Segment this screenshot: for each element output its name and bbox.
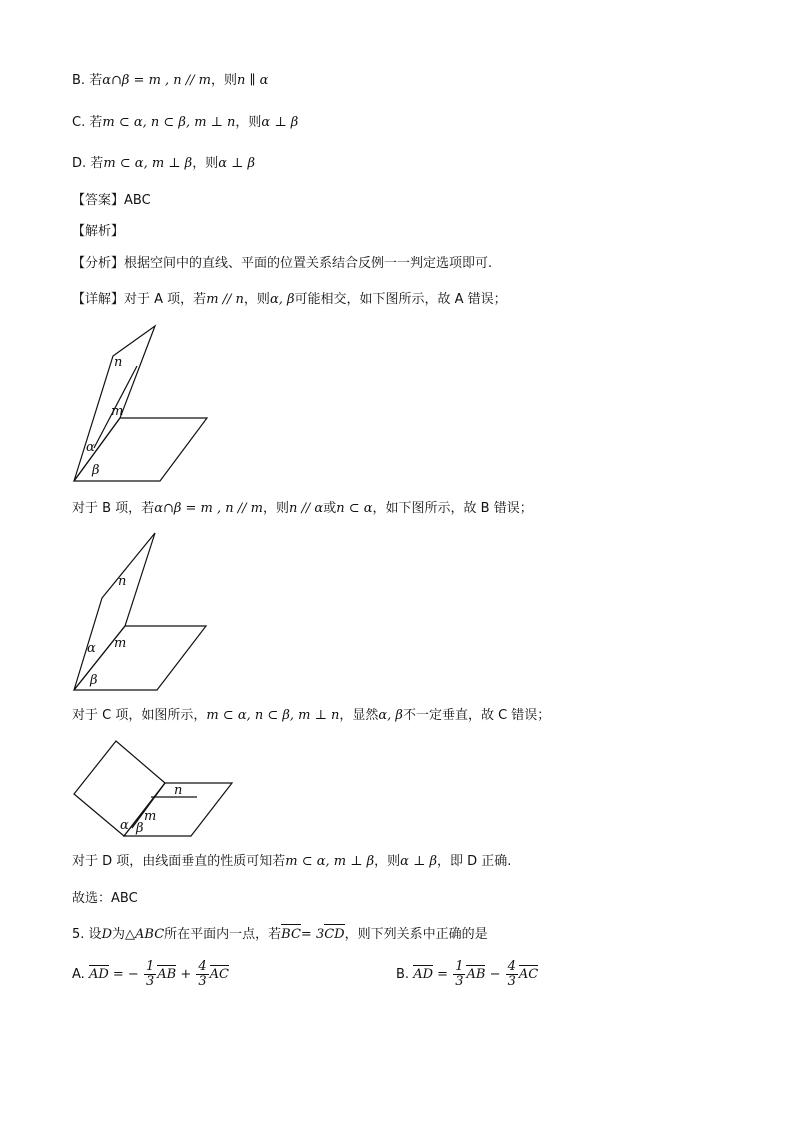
vector-ab: AB — [157, 967, 177, 982]
detail-d-math2: α ⊥ β — [400, 854, 437, 869]
option-d — [72, 155, 255, 173]
label-m: m — [111, 404, 124, 419]
q5-triangle: △ABC — [125, 927, 165, 942]
detail-c-line — [72, 707, 550, 725]
q5-eq: = 3 — [300, 927, 325, 942]
q5b-eq: = — [437, 967, 449, 982]
conclusion: 故选：ABC — [72, 891, 138, 906]
fenxi-line — [72, 255, 492, 273]
detail-b-mid: ，则 — [262, 501, 289, 516]
detail-c-math1: m ⊂ α, n ⊂ β, m ⊥ n — [206, 708, 340, 723]
vector-ab: AB — [466, 967, 486, 982]
answer-line — [72, 192, 151, 210]
option-c — [72, 114, 298, 132]
detail-d-post: ，即 D 正确. — [436, 854, 512, 869]
detail-c-mid: ，显然 — [339, 708, 379, 723]
option-label: B. — [396, 967, 410, 982]
detail-b-prefix: 对于 B 项，若 — [72, 501, 155, 516]
figure-c — [66, 736, 241, 842]
label-n: n — [114, 355, 123, 370]
question-number: 5. — [72, 927, 85, 942]
vector-ac: AC — [209, 967, 229, 982]
fraction: $\frac{4}{3}$ — [198, 959, 207, 989]
q5-post: ，则下列关系中正确的是 — [344, 927, 488, 942]
analysis-tag: 【解析】 — [72, 224, 125, 239]
detail-a-math2: α, β — [269, 292, 295, 307]
option-conclusion: α ⊥ β — [218, 156, 255, 171]
label-m: m — [114, 636, 127, 651]
option-label: C. — [72, 115, 86, 130]
label-beta: β — [136, 821, 144, 836]
q5-mid1: 为 — [112, 927, 126, 942]
fenxi-text: 根据空间中的直线、平面的位置关系结合反例一一判定选项即可. — [124, 256, 493, 271]
detail-c-math2: α, β — [378, 708, 403, 723]
q5a-eq: = − — [112, 967, 139, 982]
q5-point-d: D — [101, 927, 112, 942]
q5-option-b — [396, 960, 538, 989]
detail-b-or: 或 — [323, 501, 337, 516]
figure-b — [60, 528, 220, 698]
detail-d-prefix: 对于 D 项，由线面垂直的性质可知若 — [72, 854, 286, 869]
detail-a-line — [72, 291, 507, 309]
q5-pre: 设 — [88, 927, 102, 942]
question-5 — [72, 926, 488, 944]
detail-b-math3: n ⊂ α — [336, 501, 373, 516]
option-then: ，则 — [211, 73, 238, 88]
option-prefix: 若 — [90, 156, 104, 171]
fenxi-tag: 【分析】 — [72, 256, 125, 271]
detail-c-post: 不一定垂直，故 C 错误； — [402, 708, 551, 723]
option-label: D. — [72, 156, 87, 171]
detail-d-line — [72, 853, 511, 871]
option-prefix: 若 — [89, 73, 103, 88]
option-conclusion: n ∥ α — [237, 73, 269, 88]
label-m: m — [144, 809, 157, 824]
vector-ac: AC — [518, 967, 539, 982]
option-then: ，则 — [192, 156, 219, 171]
option-conclusion: α ⊥ β — [261, 115, 299, 130]
label-n: n — [118, 574, 127, 589]
q5a-op: + — [180, 967, 192, 982]
fraction: $\frac{1}{3}$ — [145, 959, 155, 989]
detail-d-math1: m ⊂ α, m ⊥ β — [285, 854, 375, 869]
label-beta: β — [90, 673, 98, 688]
detail-a-math1: m // n — [206, 292, 244, 307]
option-label: B. — [72, 73, 86, 88]
vector-ad: AD — [88, 967, 109, 982]
label-n: n — [174, 783, 183, 798]
detail-b-math2: n // α — [289, 501, 324, 516]
q5-mid2: 所在平面内一点，若 — [164, 927, 282, 942]
detail-tag: 【详解】 — [72, 292, 125, 307]
label-beta: β — [92, 463, 100, 478]
option-b — [72, 72, 268, 90]
option-condition: m ⊂ α, n ⊂ β, m ⊥ n — [102, 115, 236, 130]
option-condition: α∩β = m , n // m — [102, 73, 212, 88]
detail-a-post: 可能相交，如下图所示，故 A 错误； — [294, 292, 507, 307]
vector-bc: BC — [281, 927, 301, 942]
figure-a — [60, 318, 220, 488]
plane-alpha — [74, 533, 155, 690]
q5-option-a — [72, 960, 229, 989]
vector-cd: CD — [324, 927, 345, 942]
option-condition: m ⊂ α, m ⊥ β — [103, 156, 193, 171]
label-alpha: α — [120, 818, 129, 833]
vector-ad: AD — [413, 967, 434, 982]
option-prefix: 若 — [89, 115, 103, 130]
label-alpha: α — [87, 641, 96, 656]
detail-a-prefix: 对于 A 项，若 — [124, 292, 207, 307]
fraction: $\frac{4}{3}$ — [507, 959, 516, 989]
detail-d-mid: ，则 — [374, 854, 401, 869]
detail-c-prefix: 对于 C 项，如图所示， — [72, 708, 207, 723]
fraction: $\frac{1}{3}$ — [455, 959, 464, 989]
detail-b-line — [72, 500, 533, 518]
detail-b-post: ，如下图所示，故 B 错误； — [372, 501, 533, 516]
answer-tag: 【答案】 — [72, 193, 125, 208]
detail-a-mid: ，则 — [243, 292, 270, 307]
option-then: ，则 — [235, 115, 262, 130]
detail-b-math1: α∩β = m , n // m — [154, 501, 263, 516]
label-alpha: α — [86, 440, 95, 455]
q5b-op: − — [489, 967, 501, 982]
answer-value: ABC — [124, 193, 151, 208]
option-label: A. — [72, 967, 85, 982]
